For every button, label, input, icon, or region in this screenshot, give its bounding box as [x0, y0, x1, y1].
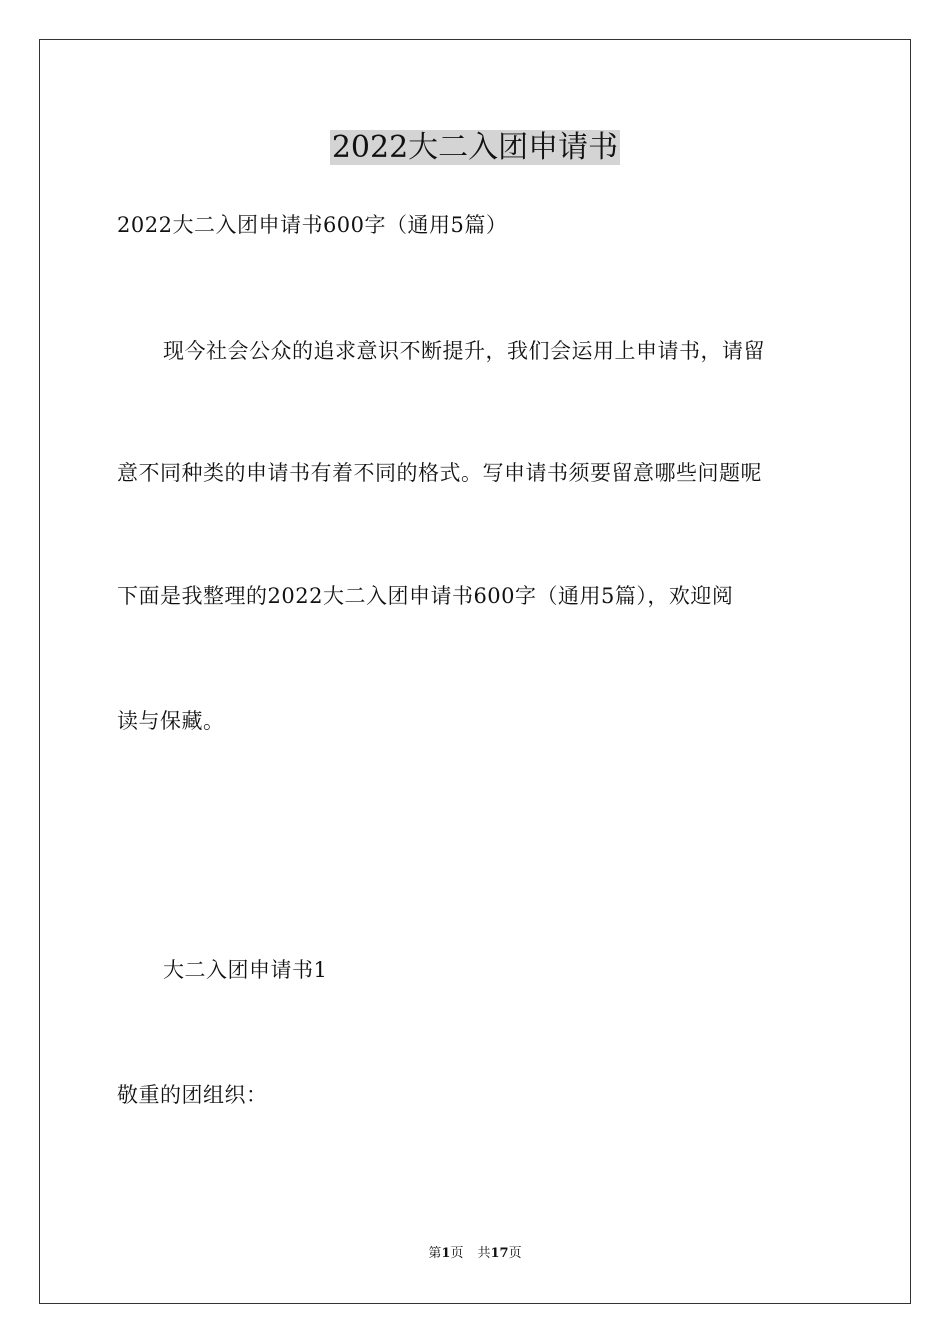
intro-line-3: 下面是我整理的2022大二入团申请书600字（通用5篇），欢迎阅	[117, 584, 734, 608]
page-footer	[0, 1244, 950, 1264]
salutation: 敬重的团组织：	[117, 1083, 268, 1107]
section-heading: 大二入团申请书1	[163, 958, 328, 982]
total-suffix: 页	[508, 1246, 522, 1261]
page-number: 1	[441, 1246, 451, 1261]
document-subtitle: 2022大二入团申请书600字（通用5篇）	[117, 213, 508, 237]
total-prefix: 共	[477, 1246, 491, 1261]
page-prefix: 第	[428, 1246, 442, 1261]
document-title-text: 2022大二入团申请书	[331, 130, 619, 165]
intro-line-2: 意不同种类的申请书有着不同的格式。写申请书须要留意哪些问题呢	[117, 461, 762, 485]
intro-line-1: 现今社会公众的追求意识不断提升，我们会运用上申请书，请留	[163, 339, 765, 363]
document-title	[0, 126, 950, 170]
page-suffix: 页	[450, 1246, 464, 1261]
total-pages: 17	[490, 1246, 509, 1261]
intro-line-4: 读与保藏。	[117, 709, 225, 733]
